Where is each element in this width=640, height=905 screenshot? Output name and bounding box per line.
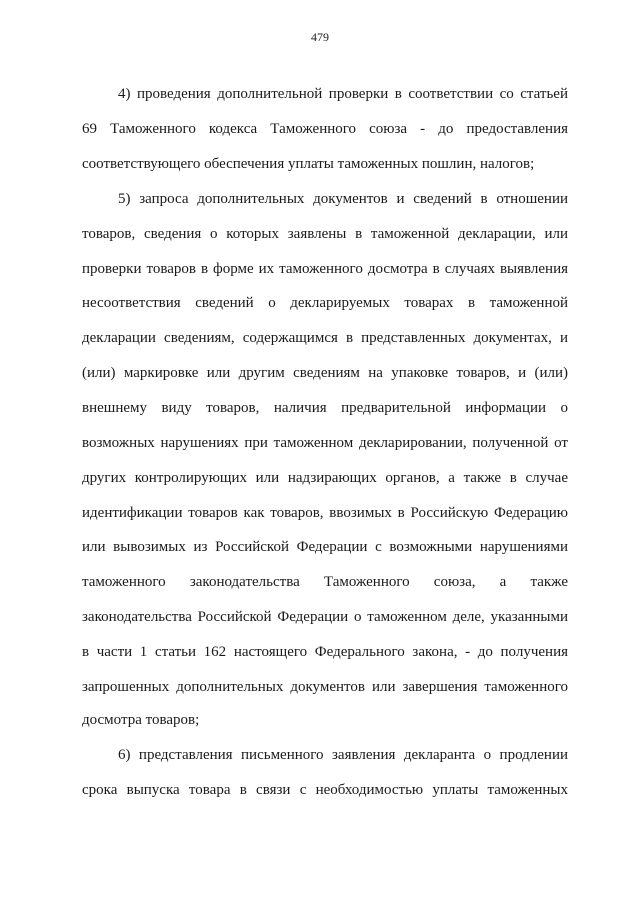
text-line: (или) маркировке или другим сведениям на упаковке товаров, и (или) xyxy=(82,365,568,381)
text-line: 69 Таможенного кодекса Таможенного союза - до предоставления xyxy=(82,121,568,137)
text-line: несоответствия сведений о декларируемых товарах в таможенной xyxy=(82,295,568,311)
text-line: декларации сведениям, содержащимся в представленных документах, и xyxy=(82,330,568,346)
text-line: проверки товаров в форме их таможенного досмотра в случаях выявления xyxy=(82,261,568,277)
text-line: товаров, сведения о которых заявлены в таможенной декларации, или xyxy=(82,226,568,242)
text-line: внешнему виду товаров, наличия предварительной информации о xyxy=(82,400,568,416)
text-line: соответствующего обеспечения уплаты таможенных пошлин, налогов; xyxy=(82,156,535,172)
text-line: 5) запроса дополнительных документов и сведений в отношении xyxy=(118,191,568,207)
page-number: 479 xyxy=(311,30,329,44)
text-line: или вывозимых из Российской Федерации с возможными нарушениями xyxy=(82,539,568,555)
text-line: 4) проведения дополнительной проверки в соответствии со статьей xyxy=(118,86,568,102)
text-line: возможных нарушениях при таможенном декларировании, полученной от xyxy=(82,435,568,451)
text-line: идентификации товаров как товаров, ввозимых в Российскую Федерацию xyxy=(82,505,568,521)
text-line: в части 1 статьи 162 настоящего Федерального закона, - до получения xyxy=(82,644,568,660)
text-line: законодательства Российской Федерации о таможенном деле, указанными xyxy=(82,609,568,625)
text-line: 6) представления письменного заявления декларанта о продлении xyxy=(118,747,568,763)
text-line: срока выпуска товара в связи с необходимостью уплаты таможенных xyxy=(82,782,568,798)
text-line: других контролирующих или надзирающих органов, а также в случае xyxy=(82,470,568,486)
text-line: таможенного законодательства Таможенного союза, а также xyxy=(82,574,568,590)
text-line: досмотра товаров; xyxy=(82,712,200,728)
text-line: запрошенных дополнительных документов или завершения таможенного xyxy=(82,679,568,695)
